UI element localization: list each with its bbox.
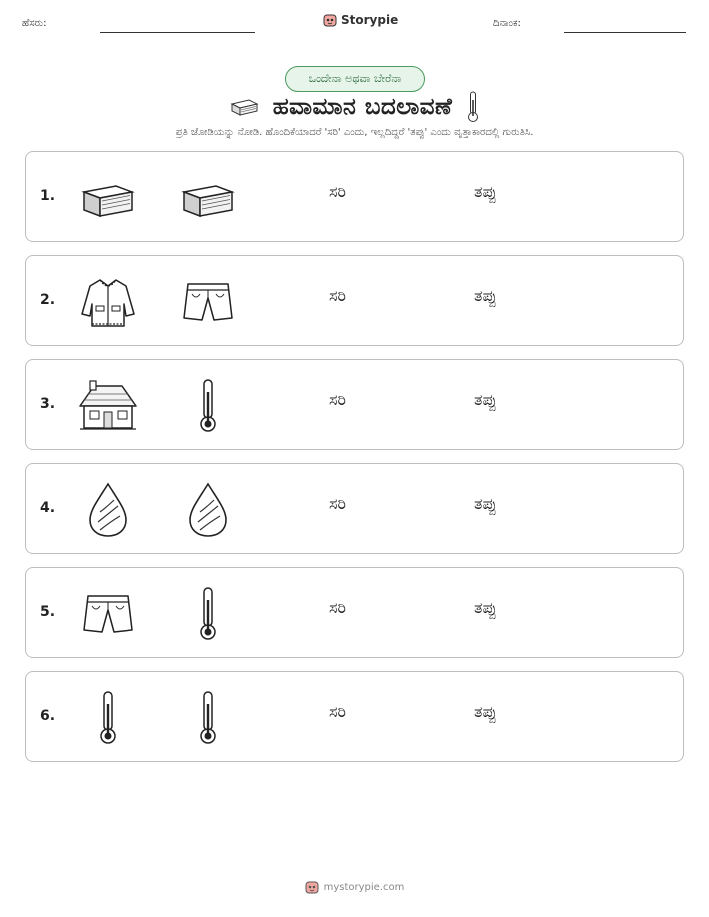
question-number: 4. [40,500,56,516]
thermometer-icon [78,690,138,746]
answer-option-correct[interactable]: ಸರಿ [329,702,346,721]
question-card [25,463,684,554]
storypie-logo-icon [305,880,319,894]
instructions: ಪ್ರತಿ ಜೋಡಿಯನ್ನು ನೋಡಿ. ಹೊಂದಿಕೆಯಾದರೆ 'ಸರಿ' ಎಂದು, ಇಲ್ಲದಿದ್ದರೆ 'ತಪ್ಪು' ಎಂದು ವೃತ್ತಾಕಾರದಲ್ಲಿ ಗುರುತಿಸಿ. [175,127,534,138]
page-title: ಹವಾಮಾನ ಬದಲಾವಣೆ [272,94,453,120]
answer-option-wrong[interactable]: ತಪ್ಪು [474,286,497,305]
footer-url[interactable]: mystorypie.com [323,881,405,893]
question-number: 5. [40,604,56,620]
question-card [25,359,684,450]
storypie-logo-icon [323,13,337,27]
answer-option-correct[interactable]: ಸರಿ [329,494,346,513]
answer-option-wrong[interactable]: ತಪ್ಪು [474,182,497,201]
shorts-icon [178,274,238,330]
question-card [25,255,684,346]
thermometer-icon [178,690,238,746]
question-number: 3. [40,396,56,412]
answer-option-wrong[interactable]: ತಪ್ಪು [474,702,497,721]
thermometer-icon [178,586,238,642]
answer-option-correct[interactable]: ಸರಿ [329,390,346,409]
answer-option-correct[interactable]: ಸರಿ [329,182,346,201]
date-field-line[interactable] [564,32,686,33]
answer-option-wrong[interactable]: ತಪ್ಪು [474,598,497,617]
answer-option-correct[interactable]: ಸರಿ [329,286,346,305]
brand [323,13,398,27]
answer-option-wrong[interactable]: ತಪ್ಪು [474,494,497,513]
coat-icon [78,274,138,330]
footer [0,880,709,894]
brand-name: Storypie [341,13,399,27]
raindrop-icon [78,482,138,538]
book-icon [178,170,238,226]
answer-option-wrong[interactable]: ತಪ್ಪು [474,390,497,409]
house-icon [78,378,138,434]
thermometer-icon [178,378,238,434]
shorts-icon [78,586,138,642]
date-label: ದಿನಾಂಕ: [493,18,521,29]
book-icon [78,170,138,226]
question-card [25,671,684,762]
raindrop-icon [178,482,238,538]
question-number: 6. [40,708,56,724]
title-row [0,90,709,124]
answer-option-correct[interactable]: ಸರಿ [329,598,346,617]
book-icon [229,96,259,118]
question-card [25,151,684,242]
thermometer-icon [466,90,480,124]
question-number: 2. [40,292,56,308]
name-field-line[interactable] [100,32,255,33]
activity-badge: ಒಂದೇನಾ ಅಥವಾ ಬೇರೆನಾ [285,66,425,92]
name-label: ಹೆಸರು: [22,18,47,29]
question-number: 1. [40,188,56,204]
question-card [25,567,684,658]
